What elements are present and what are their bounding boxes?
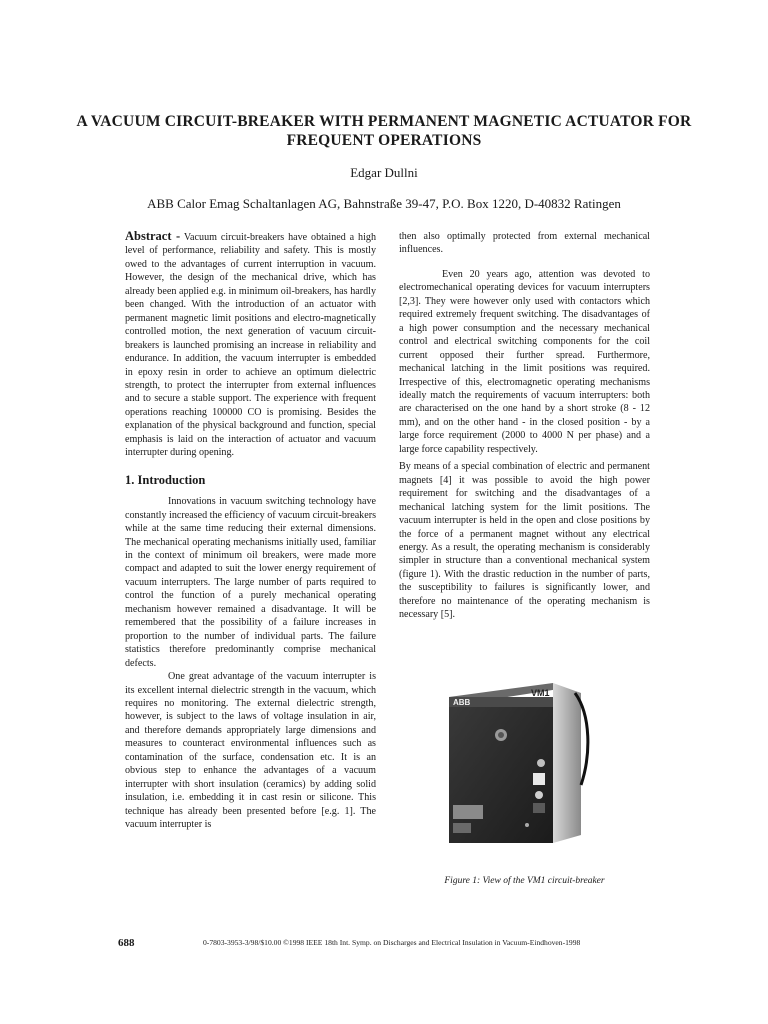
abstract-text: Vacuum circuit-breakers have obtained a high level of performance, reliability and safety. This is mostly owed to the advantages of current interruption in vacuum. However, the design of the mechanical drive, which has already been applied e.g. in minimum oil-breakers, has hardly been changed. With the introduction of an actuator with permanent magnetic limit positions and electro-magnetically controlled motion, the next generation of vacuum circuit-breakers is launched promising an increase in reliability and endurance. In addition, the vacuum interrupter is embedded in epoxy resin in order to achieve an optimum dielectric strength, to protect the interrupter from external influences and to secure a stable support. The experience with frequent operations reaching 100000 CO is promising. Besides the explanation of the physical background and function, special emphasis is laid on the interaction of actuator and vacuum interrupter during opening. bbox=[125, 232, 376, 459]
right-paragraph-1: Even 20 years ago, attention was devoted to electromechanical operating devices for vacuum interrupters [2,3]. They were however only used with contactors which required extremely frequent switching. The disadvantages of a high power consumption and the necessary mechanical control and electrical switching components for the coil current opposed their further spread. Furthermore, mechanical latching in the limit positions was required. Irrespective of this, electromagnetic operating mechanisms ideally match the requirements of vacuum interrupters: both are characterised on the one hand by a short stroke (8 - 12 mm), and on the other hand - in the closed position - by a large force requirement (2000 to 4000 N per phase) and a large force capability respectively. bbox=[399, 268, 650, 455]
section-heading-introduction: 1. Introduction bbox=[125, 472, 206, 487]
circuit-breaker-photo bbox=[441, 675, 593, 843]
intro-paragraph-1: Innovations in vacuum switching technology have constantly increased the efficiency of vacuum circuit-breakers while at the same time reducing their external dimensions. The mechanical operating mechanisms initially used, familiar in the context of minimum oil breakers, were made more compact and adapted to suit the lower energy requirement of vacuum interrupters. The large number of parts required to control the function of a purely mechanical operating mechanism however remained a disadvantage. It will be remembered that the possibility of a failure increases in proportion to the number of individual parts. The failure statistics therefore predominantly comprise mechanical defects. bbox=[125, 496, 376, 669]
page-footer: 0-7803-3953-3/98/$10.00 ©1998 IEEE 18th Int. Symp. on Discharges and Electrical Insulation in Vacuum-Eindhoven-1998 bbox=[203, 938, 581, 947]
author-name: Edgar Dullni bbox=[350, 165, 418, 180]
abstract-label: Abstract - bbox=[125, 229, 181, 243]
figure-brand-label: ABB bbox=[453, 698, 471, 707]
page-number: 688 bbox=[118, 937, 135, 949]
paper-title: A VACUUM CIRCUIT-BREAKER WITH PERMANENT MAGNETIC ACTUATOR FOR FREQUENT OPERATIONS bbox=[76, 113, 692, 149]
right-paragraph-0: then also optimally protected from external mechanical influences. bbox=[399, 231, 650, 256]
intro-paragraph-2: One great advantage of the vacuum interrupter is its excellent internal dielectric strength in the vacuum, which requires no monitoring. The external dielectric strength, however, is subject to the laws of voltage insulation in air, and therefore demands appropriately large dimensions and measures to counteract environmental influences such as contamination of the surface, condensation etc. It is an obvious step to enhance the advantages of a vacuum interrupter with short insulation (ceramics) by adding solid insulation, i.e. embedding it in cast resin or silicone. This technique has already been presented before [e.g. 1]. The vacuum interrupter is bbox=[125, 671, 376, 831]
figure-model-label: VM1 bbox=[531, 688, 550, 698]
right-paragraph-2: By means of a special combination of electric and permanent magnets [4] it was possible to avoid the high power requirement for switching and the disadvantages of a mechanical latching system for the limit positions. The vacuum interrupter is held in the open and close positions by the force of a permanent magnet without any electrical energy. As a result, the operating mechanism is considerably simpler in structure than a conventional mechanical system (figure 1). With the drastic reduction in the number of parts, the susceptibility to failures is significantly lower, and therefore no maintenance of the operating mechanism is necessary [5]. bbox=[399, 461, 650, 621]
author-affiliation: ABB Calor Emag Schaltanlagen AG, Bahnstraße 39-47, P.O. Box 1220, D-40832 Ratingen bbox=[147, 196, 621, 211]
figure-caption: Figure 1: View of the VM1 circuit-breaker bbox=[444, 876, 605, 886]
right-column bbox=[399, 230, 650, 622]
abstract bbox=[125, 230, 376, 460]
left-column bbox=[125, 230, 376, 831]
